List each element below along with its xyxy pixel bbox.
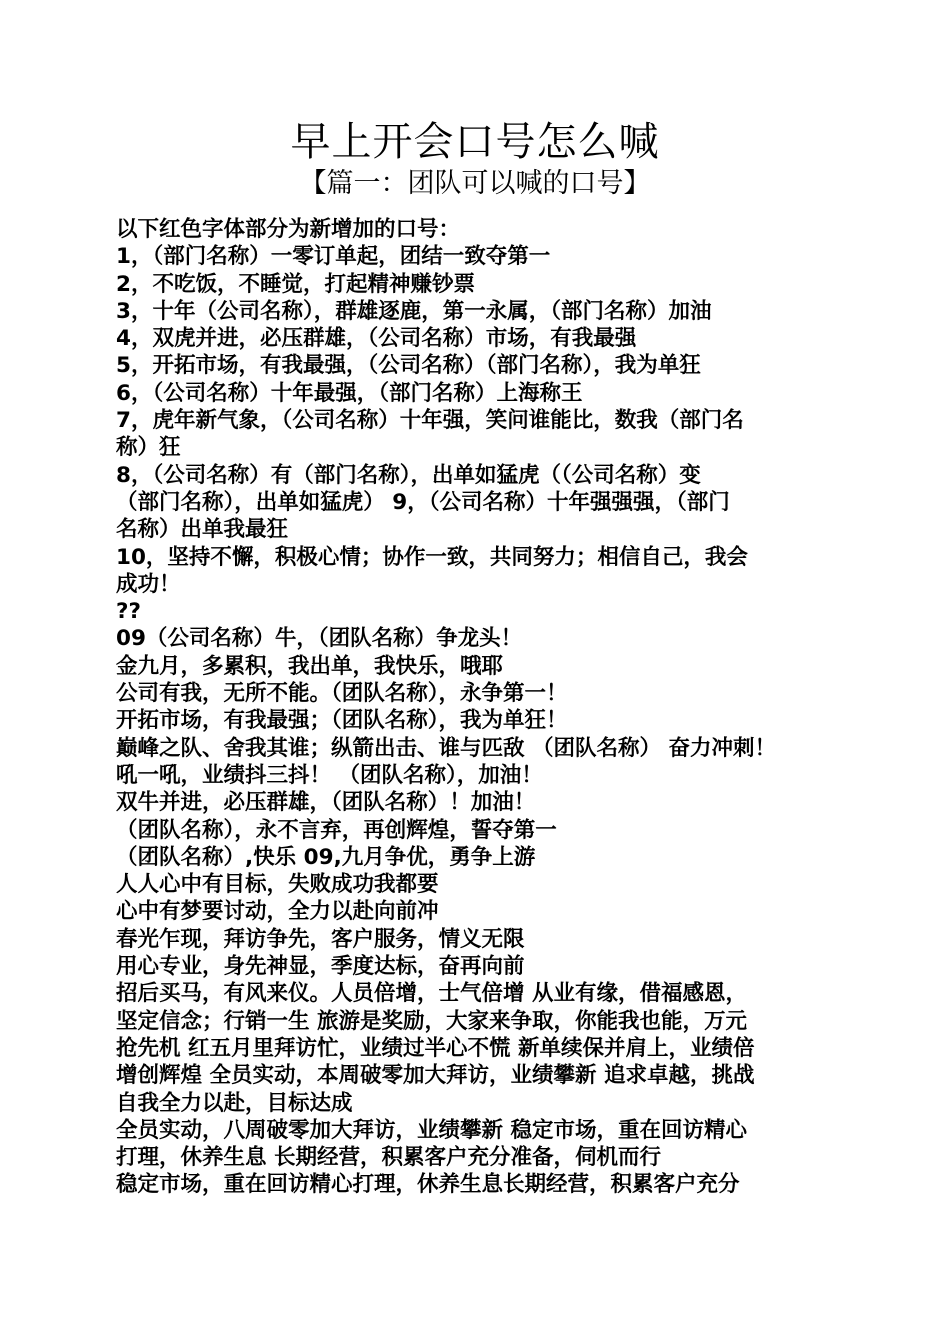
text-line: 双牛并进，必压群雄，（团队名称）！加油！ [116,790,536,816]
text-line: 3，十年（公司名称），群雄逐鹿，第一永属，（部门名称）加油 [116,298,712,324]
text-line: （团队名称），永不言弃，再创辉煌，誓夺第一 [116,817,557,843]
text-line: 吼一吼，业绩抖三抖！ （团队名称），加油！ [116,762,543,788]
text-line: 名称）出单我最狂 [116,517,289,543]
text-line: 增创辉煌 全员实动，本周破零加大拜访，业绩攀新 追求卓越，挑战 [116,1063,755,1089]
text-line: 春光乍现，拜访争先，客户服务，情义无限 [116,926,525,952]
text-line: 稳定市场，重在回访精心打理，休养生息长期经营，积累客户充分 [116,1172,740,1198]
text-line: 6，（公司名称）十年最强，（部门名称）上海称王 [116,380,583,406]
text-line: 自我全力以赴，目标达成 [116,1090,353,1116]
text-line: 打理，休养生息 长期经营，积累客户充分准备，伺机而行 [116,1145,661,1171]
text-line: 09（公司名称）牛，（团队名称）争龙头！ [116,626,523,652]
text-line: ?? [116,599,141,625]
document-body [116,216,840,1199]
text-line: 巅峰之队、舍我其谁；纵箭出击、谁与匹敌 （团队名称） 奋力冲刺！ [116,735,776,761]
text-line: 心中有梦要讨动，全力以赴向前冲 [116,899,439,925]
text-line: 8，（公司名称）有（部门名称），出单如猛虎（（公司名称）变 [116,462,701,488]
text-line: （团队名称）,快乐 09,九月争优，勇争上游 [116,844,536,870]
text-line: 用心专业，身先神显，季度达标，奋再向前 [116,954,525,980]
text-line: 以下红色字体部分为新增加的口号： [116,217,461,242]
text-line: （部门名称），出单如猛虎） 9，（公司名称）十年强强强，（部门 [116,489,730,515]
document-subtitle: 【篇一：团队可以喊的口号】 [299,168,651,199]
text-line: 开拓市场，有我最强；（团队名称），我为单狂！ [116,708,568,734]
text-line: 全员实动，八周破零加大拜访，业绩攀新 稳定市场，重在回访精心 [116,1117,747,1143]
text-line: 5，开拓市场，有我最强，（公司名称）（部门名称），我为单狂 [116,353,701,379]
text-line: 1，（部门名称）一零订单起，团结一致夺第一 [116,244,551,270]
document-title: 早上开会口号怎么喊 [290,119,660,165]
text-line: 称）狂 [116,435,181,461]
text-line: 人人心中有目标，失败成功我都要 [116,872,439,898]
text-line: 4，双虎并进，必压群雄，（公司名称）市场，有我最强 [116,326,637,352]
text-line: 坚定信念；行销一生 旅游是奖励，大家来争取，你能我也能，万元 [116,1008,747,1034]
text-line: 10，坚持不懈，积极心情；协作一致，共同努力；相信自己，我会 [116,544,748,570]
text-line: 7，虎年新气象，（公司名称）十年强，笑问谁能比，数我（部门名 [116,408,744,434]
text-line: 抢先机 红五月里拜访忙，业绩过半心不慌 新单续保并肩上，业绩倍 [116,1035,755,1061]
text-line: 公司有我，无所不能。（团队名称），永争第一！ [116,681,568,707]
text-line: 成功！ [116,571,181,597]
text-line: 2，不吃饭，不睡觉，打起精神赚钞票 [116,271,475,297]
text-line: 招后买马，有风来仪。人员倍增，士气倍增 从业有缘，借福感恩， [116,981,747,1007]
text-line: 金九月，多累积，我出单，我快乐，哦耶 [116,653,504,679]
